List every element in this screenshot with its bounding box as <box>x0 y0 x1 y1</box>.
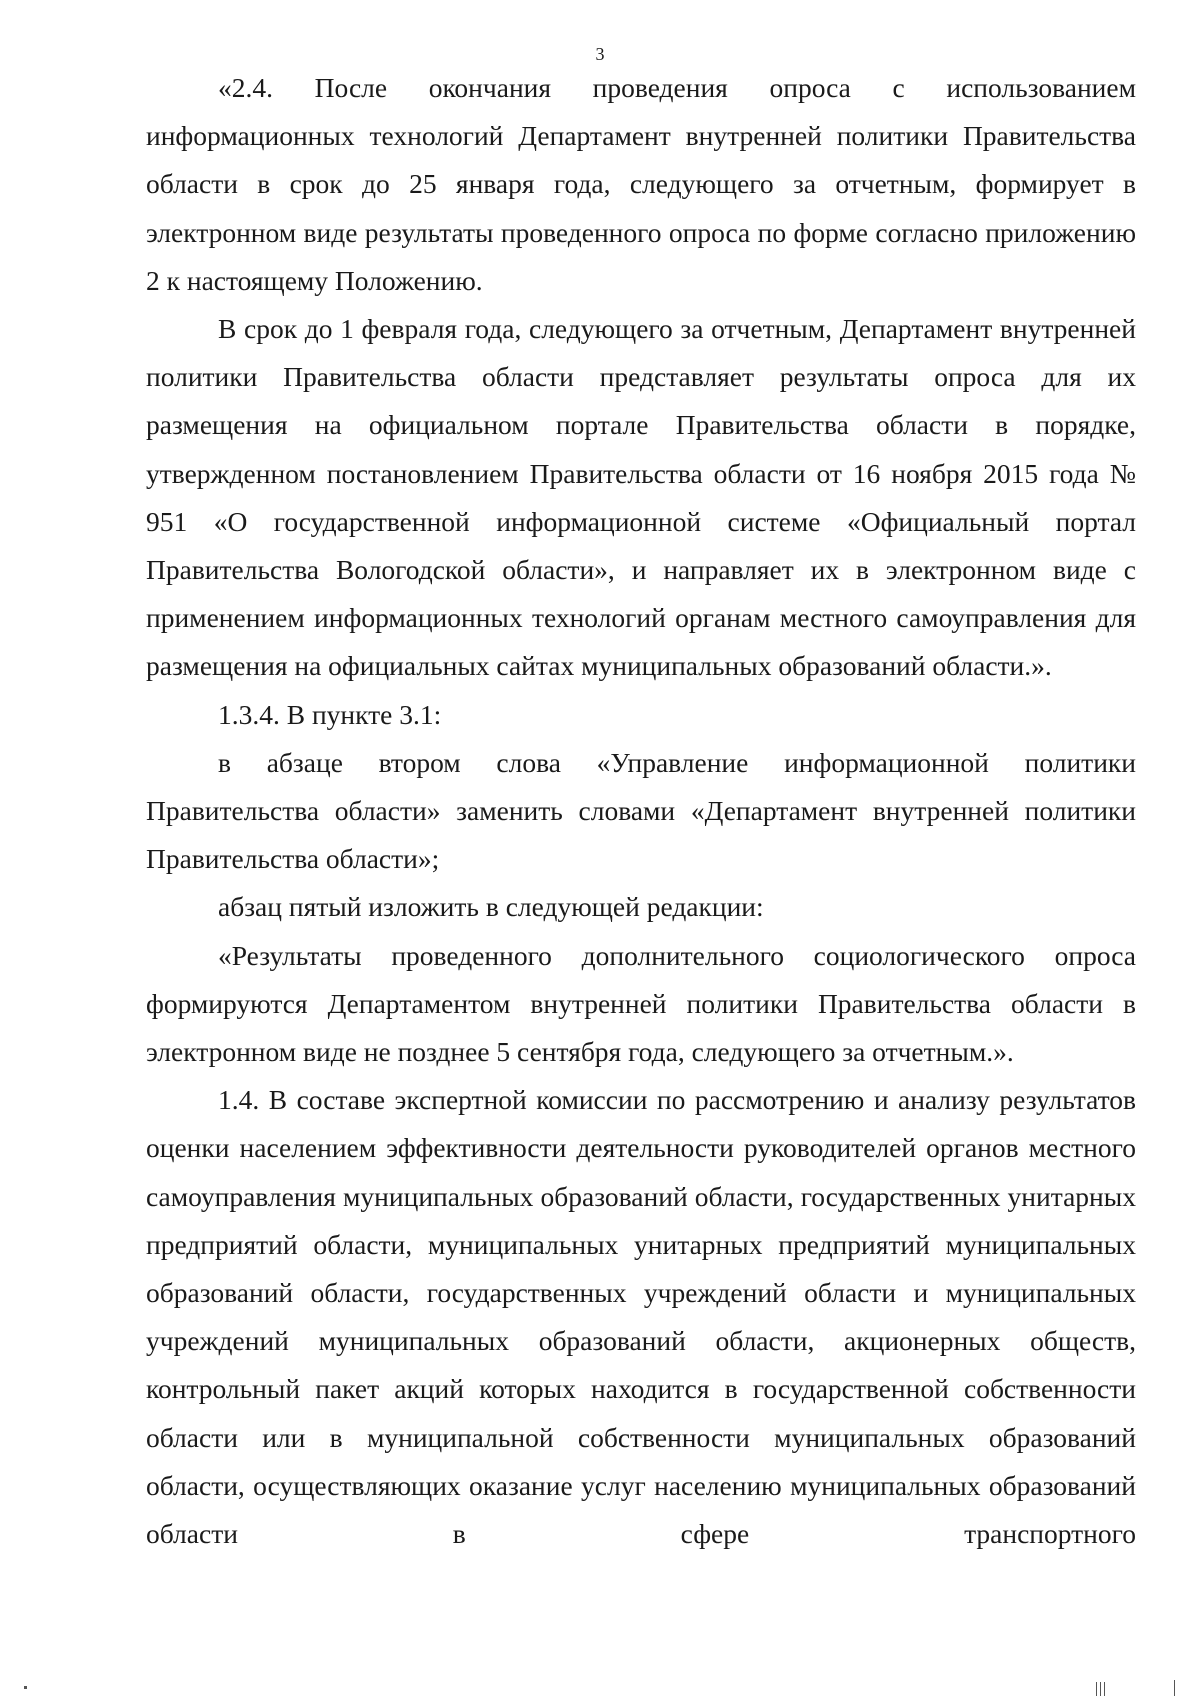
paragraph-1-4: 1.4. В составе экспертной комиссии по рассмотрению и анализу результатов оценки населением эффективности деятельности руководителей органов местного самоуправления муниципальных образований области, государственных унитарных предприятий области, муниципальных унитарных предприятий муниципальных образований области, государственных учреждений области и муниципальных учреждений муниципальных образований области, акционерных обществ, контрольный пакет акций которых находится в государственной собственности области или в муниципальной собственности муниципальных образований области, осуществляющих оказание услуг населению муниципальных образований области в сфере транспортного <box>146 1084 1136 1550</box>
paragraph-2-4: «2.4. После окончания проведения опроса с использованием информационных технологий Департамент внутренней политики Правительства области в срок до 25 января года, следующего за отчетным, формирует в электронном виде результаты проведенного опроса по форме согласно приложению 2 к настоящему Положению. <box>146 72 1136 296</box>
scan-mark-right-2 <box>1100 1682 1101 1696</box>
scan-mark-right-3 <box>1104 1682 1105 1696</box>
scan-mark-left <box>24 1686 27 1689</box>
scan-mark-right-4 <box>1174 1680 1175 1696</box>
document-body <box>146 64 1136 1558</box>
paragraph-fifth-abzac: абзац пятый изложить в следующей редакции: <box>218 891 764 923</box>
page-number: 3 <box>595 44 605 64</box>
paragraph-results-deadline: В срок до 1 февраля года, следующего за отчетным, Департамент внутренней политики Правительства области представляет результаты опроса для их размещения на официальном портале Правительства области в порядке, утвержденном постановлением Правительства области от 16 ноября 2015 года № 951 «О государственной информационной системе «Официальный портал Правительства Вологодской области», и направляет их в электронном виде с применением информационных технологий органам местного самоуправления для размещения на официальных сайтах муниципальных образований области.». <box>146 313 1136 682</box>
paragraph-second-abzac: в абзаце втором слова «Управление информационной политики Правительства области» заменить словами «Департамент внутренней политики Правительства области»; <box>146 746 1136 875</box>
paragraph-1-3-4: 1.3.4. В пункте 3.1: <box>218 698 442 730</box>
scan-mark-right-1 <box>1096 1682 1097 1696</box>
paragraph-results-quote: «Результаты проведенного дополнительного социологического опроса формируются Департаментом внутренней политики Правительства области в электронном виде не позднее 5 сентября года, следующего за отчетным.». <box>146 939 1136 1068</box>
